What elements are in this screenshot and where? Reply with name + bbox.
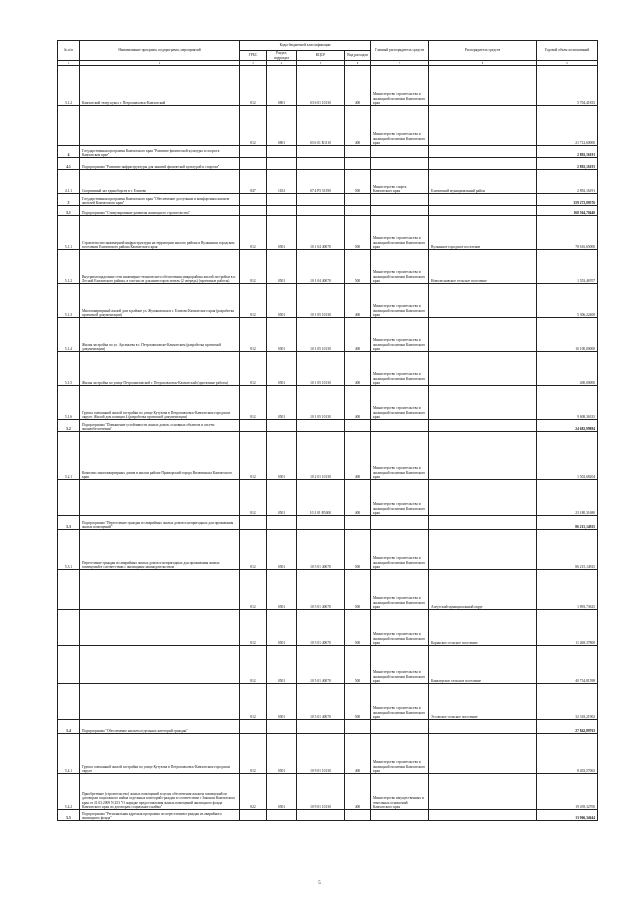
table-row (58, 216, 598, 250)
row-name: Переселение граждан из аварийных жилых домов и непригодных для проживания жилых помещений в соответствии с жилищным законодательством (80, 530, 240, 570)
row-section: 0501 (267, 774, 297, 810)
header-num: № п/п (58, 41, 80, 61)
row-manager: Алеутский муниципальный округ (429, 570, 537, 610)
row-manager (429, 318, 537, 352)
row-kcsr: 07 4 Р5 51390 (297, 170, 345, 194)
row-number: 5.1.3 (58, 284, 80, 318)
table-row (58, 432, 598, 480)
row-annual-sum: 21 712,60000 (537, 106, 598, 146)
row-main-manager: Министерство строительства и жилищной политики Камчатского края (371, 570, 429, 610)
row-kcsr: 10 1 04 40070 (297, 216, 345, 250)
row-name: Подпрограмма "Переселение граждан из аварийных жилых домов и непригодных для проживания жилых помещений" (80, 516, 240, 530)
col-number: 1 (58, 61, 80, 66)
row-kcsr: 10 9 01 10130 (297, 734, 345, 774)
row-name: Жилая застройка по улице Петропавловской г. Петропавловск-Камчатский (проектные работы) (80, 352, 240, 386)
row-name: Подпрограмма "Повышение устойчивости жилых домов, основных объектов и систем жизнеобеспечения" (80, 420, 240, 432)
row-manager (429, 734, 537, 774)
table-row (58, 386, 598, 420)
row-manager (429, 720, 537, 734)
row-main-manager (371, 146, 429, 158)
row-section (267, 516, 297, 530)
row-manager: Новолесновское сельское поселение (429, 250, 537, 284)
row-annual-sum: 19 439,32700 (537, 774, 598, 810)
row-name (80, 480, 240, 516)
row-expense-type: 500 (345, 216, 371, 250)
row-expense-type: 400 (345, 386, 371, 420)
row-number: 5.1.1 (58, 216, 80, 250)
row-expense-type: 400 (345, 284, 371, 318)
row-section: 0501 (267, 570, 297, 610)
row-expense-type: 400 (345, 734, 371, 774)
row-number: 5.4.2 (58, 774, 80, 810)
row-name: Жилая застройка по ул. Арсеньева в г. Петропавловске-Камчатском (разработка проектной документации) (80, 318, 240, 352)
row-number (58, 106, 80, 146)
row-number (58, 646, 80, 684)
row-name: Комплекс многоквартирных домов в жилом районе Приморский города Вилючинска Камчатского края (80, 432, 240, 480)
col-number: 7 (371, 61, 429, 66)
row-name (80, 610, 240, 646)
row-expense-type: 500 (345, 646, 371, 684)
row-expense-type: 400 (345, 318, 371, 352)
row-grbs: 812 (240, 318, 267, 352)
row-main-manager: Министерство строительства и жилищной политики Камчатского края (371, 480, 429, 516)
row-expense-type: 500 (345, 530, 371, 570)
row-expense-type (345, 146, 371, 158)
row-manager (429, 352, 537, 386)
row-annual-sum: 1 893,73625 (537, 570, 598, 610)
row-main-manager: Министерство строительства и жилищной политики Камчатского края (371, 250, 429, 284)
row-main-manager (371, 158, 429, 170)
row-annual-sum: 27 842,89763 (537, 720, 598, 734)
row-expense-type: 500 (345, 170, 371, 194)
row-annual-sum: 24 682,99884 (537, 420, 598, 432)
row-name: Государственная программа Камчатского края "Развитие физической культуры и спорта в Камчатском крае" (80, 146, 240, 158)
row-grbs: 812 (240, 570, 267, 610)
row-annual-sum: 23 180,31680 (537, 480, 598, 516)
row-kcsr (297, 420, 345, 432)
row-annual-sum: 86 215,14925 (537, 530, 598, 570)
row-grbs (240, 810, 267, 821)
row-main-manager (371, 206, 429, 216)
row-manager (429, 386, 537, 420)
row-section: 0501 (267, 284, 297, 318)
row-grbs (240, 720, 267, 734)
row-section (267, 420, 297, 432)
row-grbs: 812 (240, 216, 267, 250)
row-grbs (240, 206, 267, 216)
row-kcsr: 03 6 01 R1110 (297, 106, 345, 146)
row-manager (429, 158, 537, 170)
row-section: 0501 (267, 480, 297, 516)
row-expense-type: 500 (345, 250, 371, 284)
header-grbs: ГРБС (240, 51, 267, 61)
row-main-manager: Министерство строительства и жилищной политики Камчатского края (371, 386, 429, 420)
row-grbs: 812 (240, 250, 267, 284)
col-number: 8 (429, 61, 537, 66)
row-annual-sum: 5 306,22400 (537, 284, 598, 318)
row-number: 5.4 (58, 720, 80, 734)
row-grbs: 812 (240, 480, 267, 516)
row-name: Подпрограмма "Обеспечение жильем отдельных категорий граждан" (80, 720, 240, 734)
row-main-manager: Министерство имущественных и земельных отношений Камчатского края (371, 774, 429, 810)
row-main-manager: Министерство строительства и жилищной политики Камчатского края (371, 284, 429, 318)
row-number: 5.2 (58, 420, 80, 432)
table-row (58, 774, 598, 810)
table-row (58, 530, 598, 570)
row-section: 0501 (267, 432, 297, 480)
col-number: 5 (297, 61, 345, 66)
row-expense-type: 400 (345, 432, 371, 480)
row-kcsr: 10 5 01 40070 (297, 684, 345, 720)
row-annual-sum: 2 892,16191 (537, 158, 598, 170)
row-manager (429, 480, 537, 516)
col-number: 9 (537, 61, 598, 66)
row-expense-type (345, 194, 371, 206)
row-number: 5.4.1 (58, 734, 80, 774)
table-row (58, 570, 598, 610)
row-section (267, 720, 297, 734)
row-section: 0501 (267, 734, 297, 774)
table-row (58, 284, 598, 318)
table-row (58, 646, 598, 684)
table-row (58, 810, 598, 821)
row-annual-sum: 9 608,36333 (537, 386, 598, 420)
row-annual-sum: 168 564,70440 (537, 206, 598, 216)
row-kcsr: 10 5 01 40070 (297, 610, 345, 646)
row-expense-type: 400 (345, 774, 371, 810)
table-row (58, 194, 598, 206)
row-kcsr (297, 146, 345, 158)
row-manager: Эссовское сельское поселение (429, 684, 537, 720)
row-kcsr: 10 1 05 10130 (297, 318, 345, 352)
table-body (58, 66, 598, 821)
row-expense-type (345, 720, 371, 734)
row-kcsr: 10 2 01 R5400 (297, 480, 345, 516)
table-row (58, 352, 598, 386)
row-name (80, 684, 240, 720)
row-grbs: 812 (240, 432, 267, 480)
row-kcsr (297, 810, 345, 821)
row-number: 5 (58, 194, 80, 206)
row-kcsr: 10 5 01 40070 (297, 570, 345, 610)
row-annual-sum: 2 892,16191 (537, 146, 598, 158)
row-kcsr: 10 2 01 10130 (297, 432, 345, 480)
col-number: 3 (240, 61, 267, 66)
row-name: Камчатский театр кукол г. Петропавловск-Камчатский (80, 66, 240, 106)
row-number: 5.1.2 (58, 250, 80, 284)
row-annual-sum: 10 100,00000 (537, 318, 598, 352)
row-expense-type (345, 516, 371, 530)
col-number: 2 (80, 61, 240, 66)
row-section (267, 146, 297, 158)
row-kcsr: 10 5 01 40070 (297, 530, 345, 570)
row-main-manager (371, 194, 429, 206)
header-manager: Распорядитель средств (429, 41, 537, 61)
col-number: 6 (345, 61, 371, 66)
row-annual-sum: 78 616,65000 (537, 216, 598, 250)
header-annual-sum: Годовой объем ассигнований (537, 41, 598, 61)
row-kcsr: 03 6 01 10130 (297, 66, 345, 106)
row-number: 4.1 (58, 158, 80, 170)
table-row (58, 610, 598, 646)
row-section: 0801 (267, 106, 297, 146)
row-grbs (240, 420, 267, 432)
row-manager (429, 516, 537, 530)
row-annual-sum: 8 403,57063 (537, 734, 598, 774)
row-kcsr: 10 1 04 40070 (297, 250, 345, 284)
header-name: Наименование программ, подпрограмм, мероприятий (80, 41, 240, 61)
row-grbs (240, 516, 267, 530)
row-annual-sum: 5 704,41833 (537, 66, 598, 106)
row-number: 4 (58, 146, 80, 158)
table-row (58, 66, 598, 106)
row-kcsr (297, 206, 345, 216)
row-number: 5.5 (58, 810, 80, 821)
row-kcsr (297, 720, 345, 734)
table-row (58, 146, 598, 158)
row-section: 0501 (267, 216, 297, 250)
row-grbs: 847 (240, 170, 267, 194)
row-number (58, 610, 80, 646)
row-expense-type: 400 (345, 106, 371, 146)
row-annual-sum: 1 502,68204 (537, 432, 598, 480)
table-row (58, 250, 598, 284)
row-main-manager: Министерство строительства и жилищной политики Камчатского края (371, 66, 429, 106)
row-name: Строительство инженерной инфраструктуры на территории жилого района в Вулканном городском поселении Елизовского района Камчатского края (80, 216, 240, 250)
row-grbs (240, 158, 267, 170)
table-row (58, 158, 598, 170)
row-expense-type (345, 810, 371, 821)
row-main-manager: Министерство строительства и жилищной политики Камчатского края (371, 530, 429, 570)
row-manager: Елизовский муниципальный район (429, 170, 537, 194)
row-section: 0501 (267, 386, 297, 420)
row-section: 0501 (267, 250, 297, 284)
table-row (58, 480, 598, 516)
row-main-manager (371, 420, 429, 432)
row-name: Группа смешанной жилой застройки по улице Кутузова в Петропавловск-Камчатском городском округе (80, 734, 240, 774)
row-expense-type: 500 (345, 570, 371, 610)
row-expense-type (345, 158, 371, 170)
row-number (58, 480, 80, 516)
table-row (58, 420, 598, 432)
row-grbs: 812 (240, 106, 267, 146)
row-number: 5.1.4 (58, 318, 80, 352)
table-row (58, 106, 598, 146)
row-section: 0501 (267, 352, 297, 386)
row-manager (429, 194, 537, 206)
row-kcsr (297, 516, 345, 530)
table-row (58, 206, 598, 216)
row-annual-sum: 86 215,14925 (537, 516, 598, 530)
row-name: Внутриплощадочные сети инженерно-технического обеспечения микрорайона жилой застройки в п. Лесной Елизовского района, в том числе для инвесторов земель (2 очередь) (проектные работы) (80, 250, 240, 284)
row-name: Подпрограмма "Региональная адресная программа по переселению граждан из аварийного жилищного фонда" (80, 810, 240, 821)
row-manager (429, 420, 537, 432)
row-kcsr (297, 158, 345, 170)
row-section: 0501 (267, 684, 297, 720)
row-grbs: 812 (240, 352, 267, 386)
row-main-manager: Министерство строительства и жилищной политики Камчатского края (371, 646, 429, 684)
row-manager (429, 432, 537, 480)
row-kcsr: 10 1 05 10130 (297, 386, 345, 420)
row-name: Группа смешанной жилой застройки по улице Кутузова в Петропавловск-Камчатском городском округе. Жилой дом позиция 4 (разработка проектной документации) (80, 386, 240, 420)
row-number: 5.3 (58, 516, 80, 530)
row-name: Приобретение (строительство) жилых помещений в целях обеспечения жильем помещений по договорам социального найма отдельных категорий граждан в соответствии с Законом Камчатского края от 31.03.2009 N 253 "О порядке предоставления жилых помещений жилищного фонда Камчатского края по договорам социального найма" (80, 774, 240, 810)
row-section (267, 158, 297, 170)
row-main-manager: Министерство строительства и жилищной политики Камчатского края (371, 216, 429, 250)
header-expense-type: Вид расходов (345, 51, 371, 61)
row-number: 5.1 (58, 206, 80, 216)
row-grbs: 812 (240, 66, 267, 106)
budget-table-sheet (57, 40, 597, 821)
header-kcsr: КЦСР (297, 51, 345, 61)
row-number: 5.1.6 (58, 386, 80, 420)
row-grbs: 812 (240, 734, 267, 774)
row-main-manager: Министерство строительства и жилищной политики Камчатского края (371, 106, 429, 146)
row-annual-sum: 11 268,37800 (537, 610, 598, 646)
row-number: 4.1.1 (58, 170, 80, 194)
table-row (58, 318, 598, 352)
budget-table (57, 40, 598, 821)
row-section: 0501 (267, 530, 297, 570)
table-row (58, 734, 598, 774)
row-number: 5.2.1 (58, 432, 80, 480)
row-main-manager: Министерство строительства и жилищной политики Камчатского края (371, 352, 429, 386)
row-expense-type: 400 (345, 66, 371, 106)
row-number (58, 570, 80, 610)
row-manager (429, 284, 537, 318)
table-row (58, 720, 598, 734)
row-grbs: 812 (240, 386, 267, 420)
row-annual-sum: 259 272,09576 (537, 194, 598, 206)
header-codes: Коды бюджетной классификации (240, 41, 371, 51)
row-name: Многоквартирный жилой дом в районе ул. Жупановская в г. Елизово Камчатского края (разработка проектной документации) (80, 284, 240, 318)
row-kcsr: 10 9 01 10130 (297, 774, 345, 810)
row-main-manager: Министерство строительства и жилищной политики Камчатского края (371, 432, 429, 480)
row-manager (429, 810, 537, 821)
row-manager (429, 206, 537, 216)
row-kcsr: 10 1 05 10130 (297, 284, 345, 318)
row-manager: Вулканное городское поселение (429, 216, 537, 250)
table-row (58, 170, 598, 194)
row-main-manager: Министерство строительства и жилищной политики Камчатского края (371, 734, 429, 774)
row-grbs: 812 (240, 646, 267, 684)
row-grbs (240, 194, 267, 206)
row-name: Спортивный зал единоборств в г. Елизово (80, 170, 240, 194)
row-expense-type: 400 (345, 480, 371, 516)
table-row (58, 684, 598, 720)
row-main-manager: Министерство строительства и жилищной политики Камчатского края (371, 610, 429, 646)
row-grbs: 812 (240, 684, 267, 720)
header-section: Раздел, подраздел (267, 51, 297, 61)
row-annual-sum: 40 734,81598 (537, 646, 598, 684)
row-expense-type: 500 (345, 684, 371, 720)
row-name: Государственная программа Камчатского края "Обеспечение доступным и комфортным жильем жителей Камчатского края" (80, 194, 240, 206)
row-number: 5.1.5 (58, 352, 80, 386)
row-annual-sum: 32 318,21902 (537, 684, 598, 720)
row-main-manager (371, 810, 429, 821)
row-manager (429, 530, 537, 570)
row-expense-type: 500 (345, 610, 371, 646)
row-grbs (240, 146, 267, 158)
row-section: 0501 (267, 610, 297, 646)
row-section (267, 194, 297, 206)
row-expense-type (345, 420, 371, 432)
row-grbs: 812 (240, 530, 267, 570)
row-manager (429, 774, 537, 810)
header-main-manager: Главный распорядитель средств (371, 41, 429, 61)
row-name (80, 570, 240, 610)
row-expense-type (345, 206, 371, 216)
row-manager (429, 66, 537, 106)
row-grbs: 822 (240, 774, 267, 810)
row-manager: Корякское сельское поселение (429, 610, 537, 646)
row-kcsr (297, 194, 345, 206)
row-annual-sum: 1 553,46707 (537, 250, 598, 284)
row-main-manager: Министерство строительства и жилищной политики Камчатского края (371, 684, 429, 720)
row-section: 0501 (267, 646, 297, 684)
row-kcsr: 10 1 05 10130 (297, 352, 345, 386)
row-annual-sum: 400,00000 (537, 352, 598, 386)
row-main-manager (371, 516, 429, 530)
row-manager (429, 146, 537, 158)
row-grbs: 812 (240, 610, 267, 646)
row-name: Подпрограмма "Стимулирование развития жилищного строительства" (80, 206, 240, 216)
table-row (58, 516, 598, 530)
row-number: 3.1.2 (58, 66, 80, 106)
col-number: 4 (267, 61, 297, 66)
row-section (267, 810, 297, 821)
row-manager (429, 106, 537, 146)
row-name (80, 106, 240, 146)
row-expense-type: 400 (345, 352, 371, 386)
row-annual-sum: 13 966,34644 (537, 810, 598, 821)
row-grbs: 812 (240, 284, 267, 318)
page-number: 5 (318, 881, 321, 886)
row-main-manager (371, 720, 429, 734)
row-kcsr: 10 5 01 40070 (297, 646, 345, 684)
row-number (58, 684, 80, 720)
row-annual-sum: 2 892,16191 (537, 170, 598, 194)
row-main-manager: Министерство строительства и жилищной политики Камчатского края (371, 318, 429, 352)
row-section: 1102 (267, 170, 297, 194)
row-name (80, 646, 240, 684)
row-name: Подпрограмма "Развитие инфраструктуры для занятий физической культурой и спортом" (80, 158, 240, 170)
row-section: 0801 (267, 66, 297, 106)
row-main-manager: Министерство спорта Камчатского края (371, 170, 429, 194)
row-manager: Кавалерское сельское поселение (429, 646, 537, 684)
row-section (267, 206, 297, 216)
row-section: 0501 (267, 318, 297, 352)
row-number: 5.3.1 (58, 530, 80, 570)
